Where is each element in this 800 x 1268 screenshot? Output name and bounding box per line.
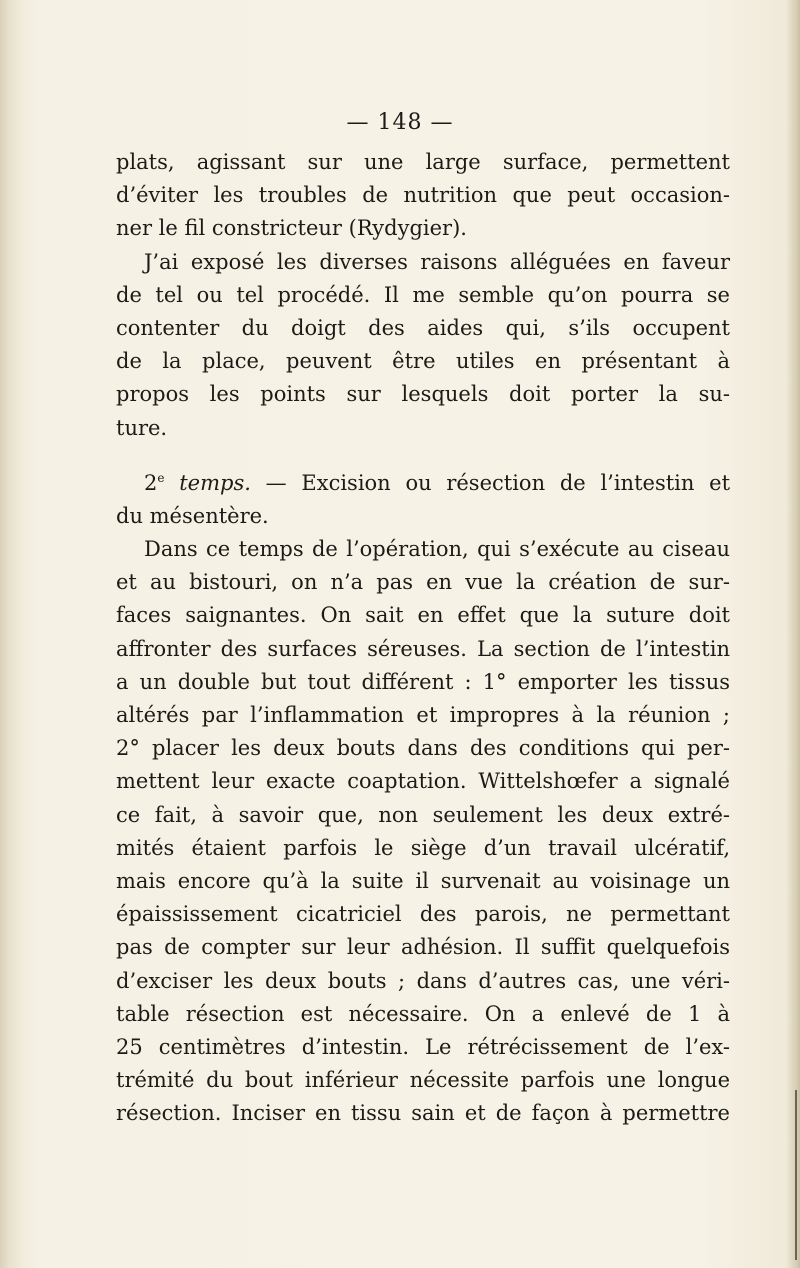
text-line: mais encore qu’à la suite il survenait au voisinage un [116, 868, 730, 893]
text-line: plats, agissant sur une large surface, permettent [116, 150, 730, 174]
text-line: d’exciser les deux bouts ; dans d’autres cas, une véri- [116, 968, 730, 993]
text-line: mités étaient parfois le siège d’un travail ulcératif, [116, 835, 730, 860]
text-line: ce fait, à savoir que, non seulement les deux extré- [116, 802, 730, 827]
text-line: J’ai exposé les diverses raisons alléguées en faveur [144, 249, 730, 274]
section-label: temps. [179, 470, 251, 495]
section-heading [116, 467, 730, 500]
page-number: — 148 — [346, 110, 454, 135]
text-line: contenter du doigt des aides qui, s’ils occupent [116, 315, 730, 340]
text-line: 2° placer les deux bouts dans des conditions qui per- [116, 736, 730, 761]
page-edge-mark [795, 1090, 797, 1260]
text-line: épaississement cicatriciel des parois, ne permettant [116, 902, 730, 927]
text-line: propos les points sur lesquels doit porter la su- [116, 382, 730, 407]
page-edge-shadow [786, 0, 800, 1268]
text-line: et au bistouri, on n’a pas en vue la création de sur- [116, 570, 730, 595]
text-line: de la place, peuvent être utiles en présentant à [116, 349, 730, 374]
text-line: table résection est nécessaire. On a enlevé de 1 à [116, 1001, 730, 1026]
text-line: Dans ce temps de l’opération, qui s’exécute au ciseau [144, 537, 730, 562]
page-gutter-shadow [0, 0, 22, 1268]
section-number: 2 [144, 470, 158, 495]
text-line: ture. [116, 415, 168, 440]
text-line: ner le fil constricteur (Rydygier). [116, 216, 467, 241]
text-line: trémité du bout inférieur nécessite parfois une longue [116, 1068, 730, 1093]
text-line: altérés par l’inflammation et impropres à la réunion ; [116, 703, 730, 727]
text-line: résection. Inciser en tissu sain et de façon à permettre [116, 1101, 730, 1126]
section-number-superscript: e [157, 470, 165, 485]
text-line: 25 centimètres d’intestin. Le rétrécissement de l’ex- [116, 1034, 730, 1059]
text-line: pas de compter sur leur adhésion. Il suffit quelquefois [116, 935, 730, 960]
text-line: affronter des surfaces séreuses. La section de l’intestin [116, 636, 730, 661]
section-title: — Excision ou résection de l’intestin et [250, 470, 731, 495]
text-line: de tel ou tel procédé. Il me semble qu’on pourra se [116, 282, 730, 307]
text-line: d’éviter les troubles de nutrition que peut occasion- [116, 183, 730, 208]
body-text [116, 146, 730, 1130]
text-line: faces saignantes. On sait en effet que la suture doit [116, 603, 730, 628]
text-line: a un double but tout différent : 1° emporter les tissus [116, 669, 730, 694]
section-heading-continued: du mésentère. [116, 503, 269, 528]
text-line: mettent leur exacte coaptation. Wittelshœfer a signalé [116, 769, 730, 794]
